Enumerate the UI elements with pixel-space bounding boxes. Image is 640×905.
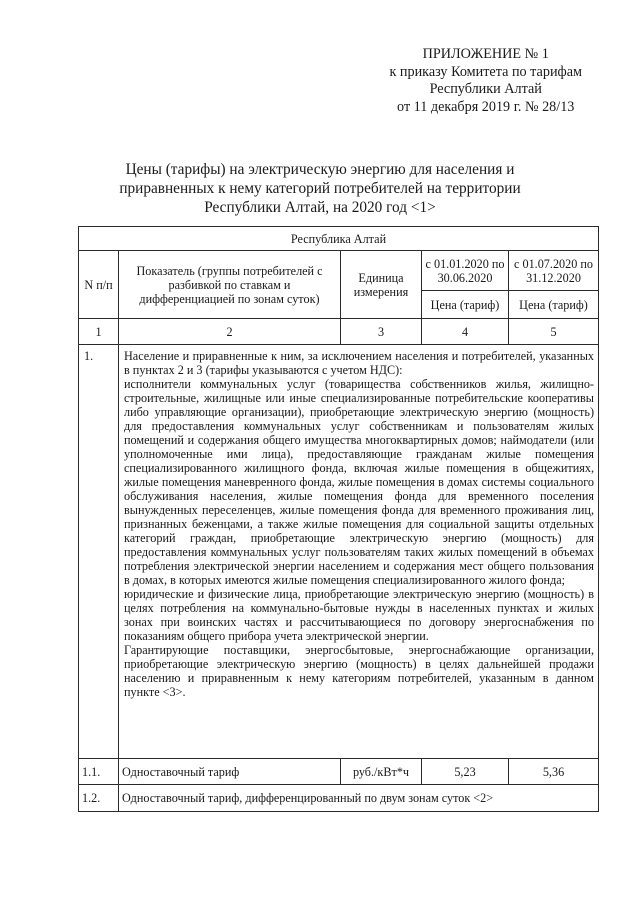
title-line-2: приравненных к нему категорий потребителей на территории xyxy=(119,180,521,197)
document-title xyxy=(60,160,580,217)
header-period-2: с 01.07.2020 по 31.12.2020 xyxy=(509,251,599,291)
header-period-1: с 01.01.2020 по 30.06.2020 xyxy=(422,251,509,291)
title-line-3: Республики Алтай, на 2020 год <1> xyxy=(204,199,436,216)
column-number: 5 xyxy=(509,319,599,345)
header-price-2: Цена (тариф) xyxy=(509,291,599,319)
header-num: N п/п xyxy=(79,251,119,319)
row-1-1-price-1: 5,23 xyxy=(422,759,509,785)
region-row xyxy=(79,227,599,251)
row-1-2-num: 1.2. xyxy=(79,785,119,812)
header-indicator: Показатель (группы потребителей с разбивкой по ставкам и дифференциацией по зонам суток) xyxy=(119,251,341,319)
column-number: 1 xyxy=(79,319,119,345)
row-1-1-name: Одноставочный тариф xyxy=(119,759,341,785)
appendix-block xyxy=(389,46,582,116)
column-number: 3 xyxy=(341,319,422,345)
row-1-1-unit: руб./кВт*ч xyxy=(341,759,422,785)
row-1-paragraph: Население и приравненные к ним, за исключением населения и потребителей, указанных в пунктах 2 и 3 (тарифы указываются с учетом НДС): xyxy=(124,349,594,377)
column-number: 2 xyxy=(119,319,341,345)
row-1-paragraph: исполнители коммунальных услуг (товарищества собственников жилья, жилищно-строительные, жилищные или иные специализированные потребительские кооперативы либо управляющие организации), приобретающие электрическую энергию (мощность) для предоставления коммунальных услуг собственникам и пользователям жилых помещений и содержания общего имущества многоквартирных домов; наймодатели (или уполномоченные ими лица), предоставляющие гражданам жилые помещения специализированного жилищного фонда, включая жилые помещения в общежитиях, жилые помещения маневренного фонда, жилые помещения в домах системы социального обслуживания населения, жилые помещения фонда для временного поселения вынужденных переселенцев, жилые помещения фонда для временного проживания лиц, признанных беженцами, а также жилые помещения для социальной защиты отдельных категорий граждан, приобретающие электрическую энергию (мощность) для предоставления коммунальных услуг пользователям таких жилых помещений в объемах потребления электрической энергии населением и содержания мест общего пользования в домах, в которых имеются жилые помещения специализированного жилого фонда; xyxy=(124,377,594,587)
row-1-1-price-2: 5,36 xyxy=(509,759,599,785)
row-1-1-num: 1.1. xyxy=(79,759,119,785)
region-cell: Республика Алтай xyxy=(79,227,599,251)
appendix-region: Республики Алтай xyxy=(429,81,542,97)
appendix-title: ПРИЛОЖЕНИЕ № 1 xyxy=(422,46,549,62)
appendix-order-ref: к приказу Комитета по тарифам xyxy=(389,63,582,80)
header-unit: Единица измерения xyxy=(341,251,422,319)
column-number: 4 xyxy=(422,319,509,345)
header-price-1: Цена (тариф) xyxy=(422,291,509,319)
header-row xyxy=(79,251,599,291)
row-1-2 xyxy=(79,785,599,812)
column-number-row xyxy=(79,319,599,345)
row-1-description xyxy=(119,345,599,759)
row-1-num: 1. xyxy=(79,345,119,759)
row-1-paragraph: юридические и физические лица, приобретающие электрическую энергию (мощность) в целях потребления на коммунально-бытовые нужды в населенных пунктах и жилых зонах при воинских частях и рассчитывающиеся по договору энергоснабжения по показаниям общего прибора учета электрической энергии. xyxy=(124,587,594,643)
row-1-2-name: Одноставочный тариф, дифференцированный по двум зонам суток <2> xyxy=(119,785,599,812)
row-1-1 xyxy=(79,759,599,785)
tariff-table xyxy=(78,226,599,812)
row-1 xyxy=(79,345,599,759)
appendix-date: от 11 декабря 2019 г. № 28/13 xyxy=(397,98,575,115)
title-line-1: Цены (тарифы) на электрическую энергию для населения и xyxy=(125,161,515,178)
row-1-paragraph: Гарантирующие поставщики, энергосбытовые, энергоснабжающие организации, приобретающие электрическую энергию (мощность) в целях дальнейшей продажи населению и приравненным к нему категориям потребителей, указанным в данном пункте <3>. xyxy=(124,643,594,699)
